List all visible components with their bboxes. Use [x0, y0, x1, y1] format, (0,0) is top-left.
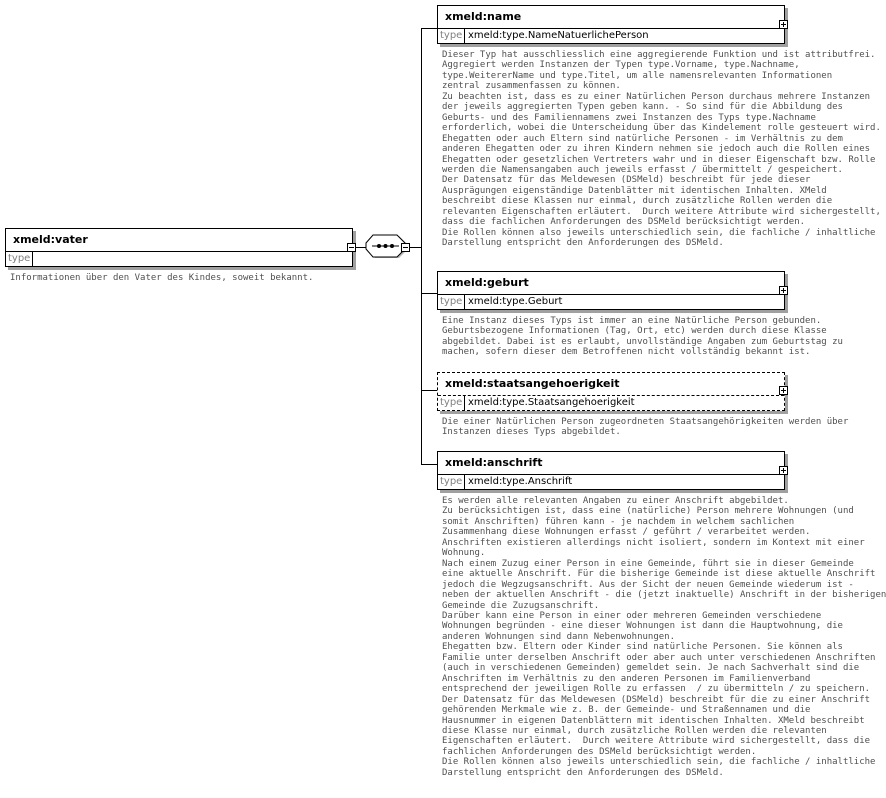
element-type-row: [438, 395, 784, 410]
sequence-to-bus-connector: [410, 247, 421, 248]
element-type-value: xmeld:type.Staatsangehoerigkeit: [468, 397, 635, 408]
expand-icon[interactable]: [779, 386, 788, 395]
children-bus-line: [421, 28, 422, 464]
branch-name: [421, 28, 437, 29]
branch-staatsangehoerigkeit: [421, 390, 437, 391]
root-element-name: xmeld:vater: [13, 233, 88, 246]
root-type-separator: [32, 252, 33, 266]
element-name: xmeld:anschrift: [445, 456, 543, 469]
expand-icon[interactable]: [779, 466, 788, 475]
expand-icon[interactable]: [779, 20, 788, 29]
element-description: Es werden alle relevanten Angaben zu einer Anschrift abgebildet. Zu berücksichtigen ist, dass eine (natürliche) Person mehrere Wohnungen (und somit Anschriften) führen kann - je nachdem in welchem sachlichen Zusammenhang diese Wohnungen erfasst / geführt / verarbeitet werden. Anschriften existieren allerdings nicht isoliert, sondern im Kontext mit einer Wohnung. Nach einem Zuzug einer Person in eine Gemeinde, führt sie in dieser Gemeinde eine aktuelle Anschrift. Für die bisherige Gemeinde ist diese aktuelle Anschrift jedoch die Wegzugsanschrift. Aus der Sicht der neuen Gemeinde wiederum ist - neben der aktuellen Anschrift - die (jetzt inaktuelle) Anschrift in der bisherigen Gemeinde die Zuzugsanschrift. Darüber kann eine Person in einer oder mehreren Gemeinden verschiedene Wohnungen begründen - eine dieser Wohnungen ist dann die Hauptwohnung, die anderen Wohnungen sind dann Nebenwohnungen. Ehegatten bzw. Eltern oder Kinder sind natürliche Personen. Sie können als Familie unter derselben Anschrift oder aber auch unter verschiedenen Anschriften (auch in verschiedenen Gemeinden) gemeldet sein. Je nach Sachverhalt sind die Anschriften im Verhältnis zu den anderen Personen im Familienverband entsprechend der jeweiligen Rolle zu erfassen / zu übermitteln / zu speichern. Der Datensatz für das Meldewesen (DSMeld) beschreibt für die zu einer Anschrift gehörenden Merkmale wie z. B. der Gemeinde- und Straßennamen und die Hausnummer in eigenen Datenblättern mit identischen Inhalten. XMeld beschreibt diese Klasse nur einmal, durch zusätzliche Rollen werden die relevanten Eigenschaften erläutert. Durch weitere Attribute wird sichergestellt, dass die fachlichen Anforderungen des DSMeld berücksichtigt werden. Die Rollen können also jeweils unterschiedlich sein, die fachliche / inhaltliche Darstellung entspricht den Anforderungen des DSMeld.: [442, 496, 886, 778]
element-description: Eine Instanz dieses Typs ist immer an eine Natürliche Person gebunden. Geburtsbezogene Informationen (Tag, Ort, etc) werden durch diese Klasse abgebildet. Dabei ist es erlaubt, unvollständige Angaben zum Geburtstag zu machen, sofern dieser dem Betroffenen nicht vollständig bekannt ist.: [442, 316, 843, 358]
root-type-row: [6, 251, 352, 266]
element-type-row: [438, 28, 784, 43]
element-type-separator: [464, 475, 465, 489]
element-type-label: type: [440, 476, 463, 487]
root-collapse-icon[interactable]: [347, 243, 356, 252]
sequence-collapse-icon[interactable]: [401, 243, 410, 252]
branch-geburt: [421, 293, 437, 294]
element-description: Dieser Typ hat ausschliesslich eine aggregierende Funktion und ist attributfrei. Aggregiert werden Instanzen der Typen type.Vorname, type.Nachname, type.WeitererName und type.Titel, um alle namensrelevanten Informationen zentral zusammenfassen zu können. Zu beachten ist, dass es zu einer Natürlichen Person durchaus mehrere Instanzen der jeweils aggregierten Typen geben kann. - So sind für die Abbildung des Geburts- und des Familiennamens zwei Instanzen des Typs type.Nachname erforderlich, wobei die Unterscheidung über das Kindelement rolle gesteuert wird. Ehegatten oder auch Eltern sind natürliche Personen - im Verhältnis zu dem anderen Ehegatten oder zu ihren Kindern nehmen sie jedoch auch die Rollen eines Ehegatten oder gesetzlichen Vertreters wahr und in dieser Eigenschaft bzw. Rolle werden die Namensangaben auch jeweils erfasst / übermittelt / gespeichert. Der Datensatz für das Meldewesen (DSMeld) beschreibt für jede dieser Ausprägungen eigenständige Datenblätter mit identischen Inhalten. XMeld beschreibt diese Klassen nur einmal, durch zusätzliche Rollen werden die relevanten Eigenschaften erläutert. Durch weitere Attribute wird sichergestellt, dass die fachlichen Anforderungen des DSMeld berücksichtigt werden. Die Rollen können also jeweils unterschiedlich sein, die fachliche / inhaltliche Darstellung entspricht den Anforderungen des DSMeld.: [442, 50, 881, 249]
element-box-geburt[interactable]: [437, 271, 785, 310]
element-type-separator: [464, 29, 465, 43]
element-type-label: type: [440, 397, 463, 408]
element-type-separator: [464, 396, 465, 410]
root-description: Informationen über den Vater des Kindes, soweit bekannt.: [10, 273, 314, 283]
branch-anschrift: [421, 464, 437, 465]
element-box-staatsangehoerigkeit[interactable]: [437, 372, 785, 411]
element-type-value: xmeld:type.Geburt: [468, 296, 563, 307]
element-type-label: type: [440, 30, 463, 41]
element-type-value: xmeld:type.Anschrift: [468, 476, 573, 487]
element-box-anschrift[interactable]: [437, 451, 785, 490]
root-element-box[interactable]: [5, 228, 353, 267]
element-type-row: [438, 294, 784, 309]
expand-icon[interactable]: [779, 286, 788, 295]
element-type-row: [438, 474, 784, 489]
element-type-separator: [464, 295, 465, 309]
element-name: xmeld:name: [445, 10, 522, 23]
element-box-name[interactable]: [437, 5, 785, 44]
root-type-label: type: [8, 253, 31, 264]
element-name: xmeld:staatsangehoerigkeit: [445, 377, 620, 390]
element-type-value: xmeld:type.NameNatuerlichePerson: [468, 30, 649, 41]
element-type-label: type: [440, 296, 463, 307]
element-name: xmeld:geburt: [445, 276, 529, 289]
element-description: Die einer Natürlichen Person zugeordneten Staatsangehörigkeiten werden über Instanzen dieses Typs abgebildet.: [442, 417, 849, 438]
